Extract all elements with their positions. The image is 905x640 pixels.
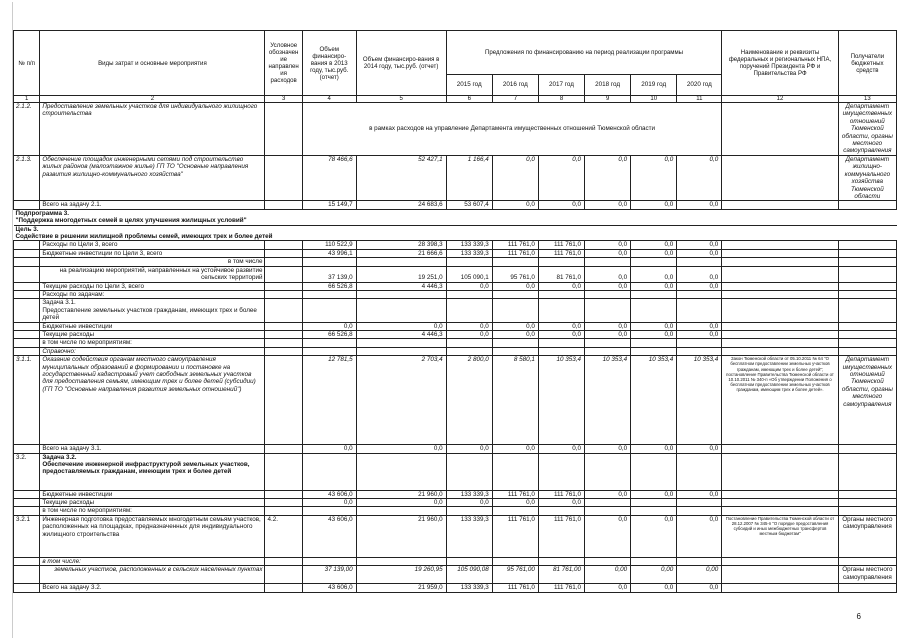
value-cell: 0,0 [677, 201, 722, 209]
merged-note: в рамках расходов на управление Департамента имущественных отношений Тюменской области [302, 103, 722, 156]
financing-table [13, 30, 897, 593]
row-name: земельных участков, расположенных в сельских населенных пунктах [40, 566, 265, 584]
value-cell: 66 526,8 [302, 282, 356, 290]
value-cell: 4 446,3 [356, 330, 446, 338]
value-cell: 0,0 [677, 322, 722, 330]
value-cell: 15 149,7 [302, 201, 356, 209]
value-cell: 66 526,8 [302, 330, 356, 338]
row-number: 2.1.2. [14, 103, 40, 156]
value-cell: 19 260,95 [356, 566, 446, 584]
value-cell: 21 666,6 [356, 249, 446, 257]
table-row [14, 347, 897, 355]
value-cell: 0,0 [677, 445, 722, 453]
value-cell: 0,0 [585, 282, 631, 290]
task-name: Обеспечение инженерной инфраструктурой земельных участков, предоставляемых гражданам, имеющим трех и более детей [42, 460, 250, 476]
col-2014-header: Объем финансиро-вания в 2014 году, тыс.руб. (отчет) [356, 31, 446, 96]
value-cell: 0,0 [356, 322, 446, 330]
value-cell: 0,0 [677, 330, 722, 338]
value-cell: 105 090,08 [446, 566, 492, 584]
value-cell: 0,0 [492, 322, 538, 330]
col-npa-header: Наименование и реквизиты федеральных и региональных НПА, поручений Президента РФ и Правительства РФ [722, 31, 838, 96]
value-cell: 0,0 [677, 241, 722, 249]
table-row [14, 498, 897, 506]
year-header: 2020 год [677, 75, 722, 96]
value-cell: 10 353,4 [538, 356, 584, 445]
value-cell: 43 996,1 [302, 249, 356, 257]
value-cell: 111 761,0 [492, 249, 538, 257]
col-number: 10 [631, 96, 677, 103]
year-header: 2019 год [631, 75, 677, 96]
value-cell: 21 959,0 [356, 584, 446, 592]
row-name: в том числе по мероприятиям: [40, 339, 265, 347]
col-recipients-header: Получатели бюджетных средств [838, 31, 896, 96]
value-cell: 21 960,0 [356, 515, 446, 557]
value-cell: 0,0 [677, 282, 722, 290]
value-cell: 111 761,0 [492, 241, 538, 249]
row-number: 3.2. [14, 453, 40, 490]
subprogram-title: Подпрограмма 3. [15, 209, 69, 217]
value-cell: 111 761,0 [538, 490, 584, 498]
row-name: Текущие расходы [40, 498, 265, 506]
col-number: 2 [40, 96, 265, 103]
value-cell: 0,0 [302, 498, 356, 506]
col-types-header: Виды затрат и основные мероприятия [40, 31, 265, 96]
value-cell: 0,0 [631, 584, 677, 592]
value-cell: 81 761,00 [538, 566, 584, 584]
value-cell: 0,0 [631, 330, 677, 338]
value-cell: 111 761,0 [538, 241, 584, 249]
row-name: Инженерная подготовка предоставляемых многодетным семьям участков, расположенных на площадках, предназначенных для индивидуального жилищного строительства [40, 515, 265, 557]
value-cell: 0,0 [538, 330, 584, 338]
row-name: в том числе [40, 258, 265, 266]
value-cell: 133 339,3 [446, 241, 492, 249]
table-row [14, 566, 897, 584]
value-cell: 53 607,4 [446, 201, 492, 209]
table-row [14, 290, 897, 298]
row-name: Бюджетные инвестиции [40, 322, 265, 330]
table-row [14, 507, 897, 515]
value-cell: 43 606,0 [302, 490, 356, 498]
value-cell: 19 251,0 [356, 266, 446, 282]
value-cell: 0,0 [631, 515, 677, 557]
value-cell: 0,0 [677, 266, 722, 282]
header-row-1 [14, 31, 897, 75]
value-cell: 0,0 [356, 445, 446, 453]
value-cell: 111 761,0 [538, 515, 584, 557]
value-cell: 10 353,4 [677, 356, 722, 445]
value-cell: 8 580,1 [492, 356, 538, 445]
value-cell: 0,0 [585, 330, 631, 338]
value-cell: 0,0 [631, 201, 677, 209]
value-cell: 24 683,6 [356, 201, 446, 209]
value-cell: 0,0 [302, 445, 356, 453]
row-name: в том числе по мероприятиям: [40, 507, 265, 515]
year-header: 2017 год [538, 75, 584, 96]
value-cell: 0,0 [492, 282, 538, 290]
task-title: Задача 3.1. [42, 299, 76, 307]
value-cell: 0,0 [677, 490, 722, 498]
col-number: 8 [538, 96, 584, 103]
col-number: 11 [677, 96, 722, 103]
value-cell: 21 960,0 [356, 490, 446, 498]
table-row [14, 490, 897, 498]
value-cell: 81 761,0 [538, 266, 584, 282]
col-num-header: № п/п [14, 31, 40, 96]
row-name: Всего на задачу 3.1. [40, 445, 265, 453]
row-recipient: Органы местного самоуправления [838, 566, 896, 584]
value-cell: 105 090,1 [446, 266, 492, 282]
value-cell: 133 339,3 [446, 515, 492, 557]
value-cell: 0,0 [538, 322, 584, 330]
year-header: 2016 год [492, 75, 538, 96]
row-recipient: Департамент имущественных отношений Тюменской области, органы местного самоуправления [838, 356, 896, 445]
value-cell: 111 761,0 [492, 584, 538, 592]
value-cell: 0,00 [677, 566, 722, 584]
value-cell: 12 781,5 [302, 356, 356, 445]
value-cell: 0,0 [538, 498, 584, 506]
value-cell: 0,0 [677, 249, 722, 257]
row-cond: 4.2. [265, 515, 302, 557]
row-recipient: Департамент жилищно-коммунального хозяйства Тюменской области [838, 156, 896, 201]
task-title: Задача 3.2. [42, 453, 77, 461]
value-cell: 0,0 [631, 490, 677, 498]
section-heading-row [14, 225, 897, 241]
value-cell: 0,0 [585, 201, 631, 209]
value-cell: 110 522,9 [302, 241, 356, 249]
row-number: 3.2.1 [14, 515, 40, 557]
value-cell: 10 353,4 [585, 356, 631, 445]
value-cell: 0,0 [585, 156, 631, 201]
value-cell: 0,0 [585, 445, 631, 453]
value-cell: 0,0 [492, 201, 538, 209]
year-header: 2015 год [446, 75, 492, 96]
year-header: 2018 год [585, 75, 631, 96]
col-number: 3 [265, 96, 302, 103]
value-cell: 78 466,6 [302, 156, 356, 201]
value-cell: 0,0 [446, 282, 492, 290]
value-cell: 0,0 [677, 584, 722, 592]
value-cell: 0,00 [585, 566, 631, 584]
value-cell: 1 166,4 [446, 156, 492, 201]
value-cell: 0,0 [538, 445, 584, 453]
row-name: на реализацию мероприятий, направленных на устойчивое развитие сельских территорий [40, 266, 265, 282]
page-number: 6 [856, 612, 861, 621]
value-cell: 111 761,0 [538, 249, 584, 257]
row-number: 2.1.3. [14, 156, 40, 201]
col-number: 1 [14, 96, 40, 103]
value-cell: 0,0 [631, 266, 677, 282]
row-name: Справочно: [40, 347, 265, 355]
value-cell [677, 498, 722, 506]
goal-title: Цель 3. [15, 225, 39, 233]
value-cell: 95 761,00 [492, 566, 538, 584]
value-cell: 4 446,3 [356, 282, 446, 290]
value-cell: 0,0 [446, 445, 492, 453]
table-row [14, 557, 897, 565]
goal-text: Содействие в решении жилищной проблемы семей, имеющих трех и более детей [15, 233, 273, 241]
value-cell: 0,0 [631, 249, 677, 257]
col-number: 4 [302, 96, 356, 103]
table-row [14, 103, 897, 156]
col-number: 9 [585, 96, 631, 103]
value-cell [631, 498, 677, 506]
task-name: Предоставление земельных участков гражданам, имеющих трех и более детей [42, 306, 257, 322]
value-cell: 0,0 [585, 584, 631, 592]
row-name: Обеспечение площадок инженерными сетями под строительство жилых районов (малоэтажное жилье) ГП ТО "Основные направления развития жилищно-коммунального хозяйства" [40, 156, 265, 201]
row-recipient: Департамент имущественных отношений Тюменской области, органы местного самоуправления [838, 103, 896, 156]
col-proposals-header: Предложения по финансированию на период реализации программы [446, 31, 722, 75]
row-name: Текущие расходы по Цели 3, всего [40, 282, 265, 290]
value-cell: 0,0 [677, 515, 722, 557]
value-cell: 2 703,4 [356, 356, 446, 445]
row-name: Оказание содействия органам местного самоуправления муниципальных образований в формировании и постановке на государственный кадастровый учет свободных земельных участков для предоставления семьям, имеющим трех и более детей (субсидии) (ГП ТО "Основные направления развития земельных отношений") [40, 356, 265, 445]
row-name: Предоставление земельных участков для индивидуального жилищного строительства [40, 103, 265, 156]
row-number: 3.1.1. [14, 356, 40, 445]
table-row [14, 258, 897, 266]
value-cell: 133 339,3 [446, 249, 492, 257]
col-number: 5 [356, 96, 446, 103]
table-row [14, 453, 897, 490]
value-cell: 0,0 [446, 330, 492, 338]
value-cell: 10 353,4 [631, 356, 677, 445]
value-cell: 0,0 [585, 490, 631, 498]
col-number: 12 [722, 96, 838, 103]
value-cell: 0,0 [446, 322, 492, 330]
value-cell: 0,00 [631, 566, 677, 584]
value-cell: 111 761,0 [492, 490, 538, 498]
value-cell: 43 606,0 [302, 584, 356, 592]
value-cell: 0,0 [585, 266, 631, 282]
value-cell: 95 761,0 [492, 266, 538, 282]
value-cell: 0,0 [356, 498, 446, 506]
value-cell: 0,0 [585, 249, 631, 257]
col-number: 6 [446, 96, 492, 103]
npa-reference: Закон Тюменской области от 05.10.2011 № 64 "О бесплатном предоставлении земельных участков гражданам, имеющим трех и более детей"; постановление Правительства Тюменской области от 10.10.2011 № 340-п «Об утверждении Положения о бесплатном предоставлении земельных участков гражданам, имеющим трех и более детей». [722, 356, 838, 445]
value-cell: 0,0 [538, 156, 584, 201]
subprogram-name: "Поддержка многодетных семей в целях улучшения жилищных условий" [15, 217, 247, 225]
row-name: Бюджетные инвестиции [40, 490, 265, 498]
section-heading-row [14, 209, 897, 225]
row-name: Бюджетные инвестиции по Цели 3, всего [40, 249, 265, 257]
row-name: Всего на задачу 2.1. [40, 201, 265, 209]
npa-reference: Постановление Правительства Тюменской области от 28.12.2007 № 345-п "О порядке предоставления субсидий и иных межбюджетных трансфертов местным бюджетам" [722, 515, 838, 557]
value-cell: 0,0 [631, 241, 677, 249]
table-row [14, 249, 897, 257]
value-cell: 133 339,3 [446, 584, 492, 592]
table-row [14, 356, 897, 445]
col-number: 7 [492, 96, 538, 103]
value-cell: 0,0 [492, 445, 538, 453]
col-cond-header: Условное обозначение направления расходов [265, 31, 302, 96]
value-cell: 0,0 [302, 322, 356, 330]
value-cell: 0,0 [631, 282, 677, 290]
value-cell: 0,0 [492, 156, 538, 201]
program-financing-table-sheet [13, 30, 897, 593]
table-row [14, 584, 897, 592]
value-cell: 111 761,0 [492, 515, 538, 557]
table-row [14, 241, 897, 249]
table-row [14, 266, 897, 282]
value-cell: 0,0 [492, 498, 538, 506]
table-row [14, 330, 897, 338]
value-cell: 0,0 [585, 322, 631, 330]
value-cell: 52 427,1 [356, 156, 446, 201]
value-cell: 0,0 [585, 241, 631, 249]
value-cell: 0,0 [631, 322, 677, 330]
value-cell: 2 800,0 [446, 356, 492, 445]
row-name: Расходы по Цели 3, всего [40, 241, 265, 249]
row-recipient: Органы местного самоуправления [838, 515, 896, 557]
row-name: в том числе: [40, 557, 265, 565]
value-cell: 37 139,0 [302, 266, 356, 282]
table-row [14, 201, 897, 209]
value-cell: 133 339,3 [446, 490, 492, 498]
value-cell: 28 398,3 [356, 241, 446, 249]
value-cell [585, 498, 631, 506]
value-cell: 0,0 [538, 201, 584, 209]
table-row [14, 339, 897, 347]
value-cell: 43 606,0 [302, 515, 356, 557]
value-cell: 0,0 [492, 330, 538, 338]
value-cell: 0,0 [677, 156, 722, 201]
table-row [14, 282, 897, 290]
value-cell: 0,0 [631, 445, 677, 453]
table-row [14, 299, 897, 322]
row-name: Всего на задачу 3.2. [40, 584, 265, 592]
value-cell: 37 139,00 [302, 566, 356, 584]
table-row [14, 515, 897, 557]
value-cell: 0,0 [585, 515, 631, 557]
col-2013-header: Объем финансиро-вания в 2013 году, тыс.руб. (отчет) [302, 31, 356, 96]
row-name: Расходы по задачам: [40, 290, 265, 298]
value-cell: 111 761,0 [538, 584, 584, 592]
value-cell: 0,0 [538, 282, 584, 290]
table-row [14, 445, 897, 453]
row-name: Текущие расходы [40, 330, 265, 338]
value-cell: 0,0 [446, 498, 492, 506]
value-cell: 0,0 [631, 156, 677, 201]
table-row [14, 156, 897, 201]
col-number: 13 [838, 96, 896, 103]
table-row [14, 322, 897, 330]
column-number-row [14, 96, 897, 103]
